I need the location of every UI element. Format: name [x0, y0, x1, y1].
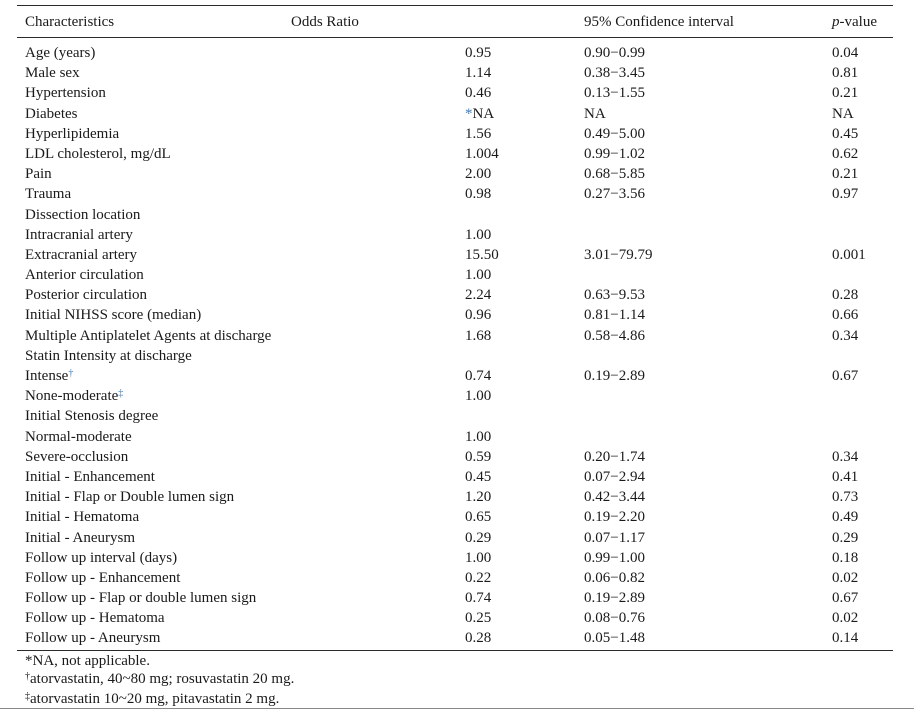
row-p-value: 0.29	[832, 529, 859, 546]
table-row	[17, 285, 893, 305]
row-p-value: 0.62	[832, 145, 859, 162]
row-p-value: 0.14	[832, 630, 859, 647]
row-odds-ratio	[465, 104, 494, 124]
row-characteristic	[25, 124, 119, 144]
row-confidence-interval: 0.05−1.48	[584, 630, 645, 647]
table-row	[17, 326, 893, 346]
row-p-value: 0.001	[832, 246, 866, 263]
footnote	[25, 652, 294, 670]
page-edge-line	[0, 708, 914, 709]
odds-ratio-value: 0.98	[465, 186, 492, 203]
table-row	[17, 467, 893, 487]
row-label: Initial - Aneurysm	[25, 529, 135, 546]
row-label: Age (years)	[25, 45, 96, 61]
row-characteristic	[25, 184, 71, 204]
row-confidence-interval: 0.63−9.53	[584, 287, 645, 304]
table-row	[17, 366, 893, 386]
row-label: Severe-occlusion	[25, 448, 129, 465]
table-row	[17, 608, 893, 628]
row-p-value: 0.67	[832, 368, 859, 384]
row-odds-ratio	[465, 326, 491, 346]
row-characteristic	[25, 285, 147, 305]
odds-ratio-value: 0.65	[465, 509, 492, 526]
row-confidence-interval: 0.99−1.00	[584, 549, 645, 566]
row-label: Normal-moderate	[25, 428, 132, 445]
row-p-value: 0.34	[832, 448, 859, 465]
row-confidence-interval: 0.38−3.45	[584, 65, 645, 82]
row-p-value: 0.81	[832, 65, 859, 82]
table-row	[17, 386, 893, 406]
table-row	[17, 144, 893, 164]
header-confidence-interval: 95% Confidence interval	[584, 14, 734, 30]
row-label: Follow up - Aneurysm	[25, 630, 161, 647]
row-odds-ratio	[465, 467, 491, 487]
row-p-value: 0.73	[832, 489, 859, 506]
row-p-value: 0.02	[832, 610, 859, 627]
footnote-marker: ‡	[118, 388, 124, 400]
row-label: Follow up interval (days)	[25, 549, 178, 566]
header-characteristics: Characteristics	[25, 14, 115, 30]
row-label: Follow up - Enhancement	[25, 569, 181, 586]
row-label: Pain	[25, 166, 52, 183]
footnote	[25, 690, 294, 710]
bottom-rule	[17, 650, 893, 651]
odds-ratio-value: 1.00	[465, 267, 492, 284]
row-characteristic	[25, 568, 180, 588]
row-label: Dissection location	[25, 206, 141, 223]
row-odds-ratio	[465, 245, 499, 265]
footnote-symbol: †	[25, 671, 30, 682]
row-characteristic	[25, 43, 95, 63]
row-characteristic	[25, 427, 132, 447]
odds-ratio-value: 1.00	[465, 388, 492, 405]
table-row	[17, 104, 893, 124]
row-confidence-interval: 0.81−1.14	[584, 307, 645, 324]
row-characteristic	[25, 548, 177, 568]
row-odds-ratio	[465, 184, 491, 204]
table-body	[17, 38, 893, 650]
row-characteristic	[25, 608, 165, 628]
row-odds-ratio	[465, 285, 491, 305]
header-p-value: p-value	[832, 14, 877, 30]
row-label: Extracranial artery	[25, 246, 138, 263]
row-label: Posterior circulation	[25, 287, 148, 304]
row-label: Statin Intensity at discharge	[25, 347, 192, 364]
odds-ratio-value: 0.95	[465, 45, 492, 61]
odds-ratio-value: 0.45	[465, 468, 492, 485]
row-p-value: 0.49	[832, 509, 859, 526]
row-odds-ratio	[465, 366, 491, 386]
table-row	[17, 406, 893, 426]
row-characteristic	[25, 467, 155, 487]
row-confidence-interval: 0.07−2.94	[584, 468, 645, 485]
row-odds-ratio	[465, 83, 491, 103]
row-confidence-interval: 0.58−4.86	[584, 327, 645, 344]
row-confidence-interval: 0.19−2.89	[584, 368, 645, 384]
table-row	[17, 487, 893, 507]
row-label: Hypertension	[25, 85, 106, 102]
row-characteristic	[25, 487, 234, 507]
odds-ratio-value: NA	[472, 105, 495, 122]
row-confidence-interval: 0.68−5.85	[584, 166, 645, 183]
row-label: Follow up - Flap or double lumen sign	[25, 590, 257, 607]
row-confidence-interval: 0.42−3.44	[584, 489, 645, 506]
odds-ratio-value: 0.74	[465, 368, 492, 384]
row-confidence-interval: 0.20−1.74	[584, 448, 645, 465]
odds-ratio-value: 1.00	[465, 549, 492, 566]
row-label: Initial - Enhancement	[25, 468, 155, 485]
row-odds-ratio	[465, 124, 491, 144]
row-confidence-interval: 0.19−2.89	[584, 590, 645, 607]
row-confidence-interval: 0.13−1.55	[584, 85, 645, 102]
row-label: Initial - Flap or Double lumen sign	[25, 489, 235, 506]
row-p-value: 0.67	[832, 590, 859, 607]
row-characteristic	[25, 366, 73, 388]
table-header	[17, 6, 893, 37]
footnote-symbol: ‡	[25, 691, 30, 702]
table-row	[17, 588, 893, 608]
row-odds-ratio	[465, 507, 491, 527]
odds-ratio-value: 0.25	[465, 610, 492, 627]
row-odds-ratio	[465, 568, 491, 588]
odds-ratio-value: 15.50	[465, 246, 499, 263]
row-characteristic	[25, 447, 128, 467]
row-label: Anterior circulation	[25, 267, 144, 284]
row-confidence-interval: 0.90−0.99	[584, 45, 645, 61]
row-odds-ratio	[465, 548, 491, 568]
row-characteristic	[25, 588, 256, 608]
row-characteristic	[25, 83, 106, 103]
table-row	[17, 528, 893, 548]
table-row	[17, 184, 893, 204]
row-odds-ratio	[465, 43, 491, 63]
row-characteristic	[25, 225, 133, 245]
row-characteristic	[25, 346, 192, 366]
row-label: Intracranial artery	[25, 226, 133, 243]
table-row	[17, 225, 893, 245]
row-confidence-interval: 0.08−0.76	[584, 610, 645, 627]
row-characteristic	[25, 245, 137, 265]
row-p-value: 0.97	[832, 186, 859, 203]
table-row	[17, 568, 893, 588]
odds-ratio-value: 1.56	[465, 125, 492, 142]
row-odds-ratio	[465, 386, 491, 406]
row-p-value: 0.45	[832, 125, 859, 142]
odds-ratio-value: 0.74	[465, 590, 492, 607]
table-row	[17, 43, 893, 63]
footnote-text: atorvastatin, 40~80 mg; rosuvastatin 20 mg.	[30, 671, 295, 687]
table-row	[17, 63, 893, 83]
table-row	[17, 628, 893, 648]
row-p-value: 0.02	[832, 569, 859, 586]
row-characteristic	[25, 205, 140, 225]
table-row	[17, 265, 893, 285]
table-row	[17, 447, 893, 467]
row-label: None-moderate	[25, 388, 119, 405]
row-characteristic	[25, 265, 144, 285]
row-p-value: 0.34	[832, 327, 859, 344]
row-characteristic	[25, 144, 171, 164]
row-odds-ratio	[465, 588, 491, 608]
row-confidence-interval: 0.27−3.56	[584, 186, 645, 203]
row-p-value: 0.21	[832, 85, 859, 102]
row-characteristic	[25, 104, 77, 124]
row-label: Initial Stenosis degree	[25, 408, 159, 425]
odds-ratio-value: 2.00	[465, 166, 492, 183]
row-odds-ratio	[465, 447, 491, 467]
row-odds-ratio	[465, 487, 491, 507]
row-odds-ratio	[465, 305, 491, 325]
row-label: Male sex	[25, 65, 80, 82]
odds-ratio-value: 0.59	[465, 448, 492, 465]
row-odds-ratio	[465, 144, 499, 164]
table-row	[17, 427, 893, 447]
row-label: Trauma	[25, 186, 72, 203]
odds-ratio-value: 1.004	[465, 145, 499, 162]
row-characteristic	[25, 507, 139, 527]
odds-ratio-value: 0.46	[465, 85, 492, 102]
row-confidence-interval: 3.01−79.79	[584, 246, 653, 263]
table-row	[17, 305, 893, 325]
row-confidence-interval: 0.06−0.82	[584, 569, 645, 586]
header-odds-ratio: Odds Ratio	[291, 14, 359, 30]
odds-ratio-value: 0.22	[465, 569, 492, 586]
row-characteristic	[25, 305, 201, 325]
row-p-value: NA	[832, 105, 854, 122]
row-odds-ratio	[465, 265, 491, 285]
row-odds-ratio	[465, 608, 491, 628]
row-p-value: 0.18	[832, 549, 859, 566]
row-characteristic	[25, 326, 271, 346]
row-p-value: 0.21	[832, 166, 859, 183]
row-p-value: 0.04	[832, 45, 859, 61]
row-odds-ratio	[465, 164, 491, 184]
row-label: Initial NIHSS score (median)	[25, 307, 202, 324]
table-row	[17, 245, 893, 265]
odds-ratio-value: 0.96	[465, 307, 492, 324]
odds-ratio-table	[17, 5, 893, 651]
row-characteristic	[25, 386, 123, 408]
row-p-value: 0.66	[832, 307, 859, 324]
table-row	[17, 507, 893, 527]
row-characteristic	[25, 164, 52, 184]
row-label: LDL cholesterol, mg/dL	[25, 145, 171, 162]
row-confidence-interval: NA	[584, 105, 606, 122]
row-label: Multiple Antiplatelet Agents at discharge	[25, 327, 272, 344]
row-confidence-interval: 0.49−5.00	[584, 125, 645, 142]
table-row	[17, 164, 893, 184]
row-odds-ratio	[465, 63, 491, 83]
odds-ratio-value: 1.20	[465, 489, 492, 506]
odds-ratio-value: 0.29	[465, 529, 492, 546]
row-odds-ratio	[465, 225, 491, 245]
row-label: Diabetes	[25, 105, 78, 122]
row-characteristic	[25, 528, 135, 548]
footnote-text: *NA, not applicable.	[25, 653, 150, 669]
table-row	[17, 346, 893, 366]
row-confidence-interval: 0.99−1.02	[584, 145, 645, 162]
row-label: Follow up - Hematoma	[25, 610, 165, 627]
odds-ratio-value: 1.00	[465, 226, 492, 243]
table-row	[17, 548, 893, 568]
row-confidence-interval: 0.19−2.20	[584, 509, 645, 526]
row-characteristic	[25, 406, 158, 426]
odds-ratio-value: 1.00	[465, 428, 492, 445]
footnote-marker: †	[68, 368, 74, 379]
row-label: Initial - Hematoma	[25, 509, 140, 526]
row-odds-ratio	[465, 628, 491, 648]
row-odds-ratio	[465, 427, 491, 447]
table-footnotes	[25, 652, 294, 710]
odds-ratio-value: 1.68	[465, 327, 492, 344]
row-characteristic	[25, 63, 80, 83]
footnote-marker: *	[465, 105, 473, 122]
odds-ratio-value: 0.28	[465, 630, 492, 647]
footnote	[25, 670, 294, 690]
odds-ratio-value: 2.24	[465, 287, 492, 304]
table-row	[17, 205, 893, 225]
row-characteristic	[25, 628, 160, 648]
row-label: Hyperlipidemia	[25, 125, 120, 142]
odds-ratio-value: 1.14	[465, 65, 492, 82]
table-row	[17, 124, 893, 144]
footnote-text: atorvastatin 10~20 mg, pitavastatin 2 mg.	[30, 691, 280, 707]
row-label: Intense	[25, 368, 69, 384]
row-p-value: 0.28	[832, 287, 859, 304]
row-p-value: 0.41	[832, 468, 859, 485]
row-confidence-interval: 0.07−1.17	[584, 529, 645, 546]
row-odds-ratio	[465, 528, 491, 548]
table-row	[17, 83, 893, 103]
